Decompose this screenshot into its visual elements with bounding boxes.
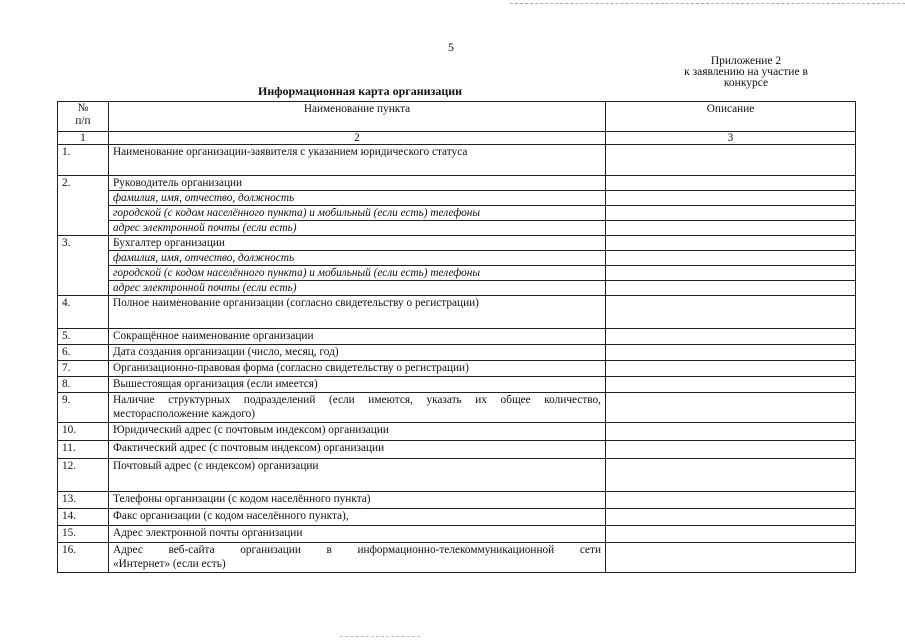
description-cell[interactable] bbox=[606, 492, 856, 509]
table-row bbox=[58, 377, 856, 393]
appendix-line-1: Приложение 2 bbox=[710, 55, 782, 67]
row-subitem: адрес электронной почты (если есть) bbox=[109, 221, 606, 236]
description-cell[interactable] bbox=[606, 423, 856, 441]
row-item-name: Факс организации (с кодом населённого пункта), bbox=[109, 509, 606, 526]
row-item-name: Полное наименование организации (согласно свидетельству о регистрации) bbox=[109, 296, 606, 329]
row-number: 11. bbox=[58, 441, 109, 459]
description-cell[interactable] bbox=[606, 509, 856, 526]
row-item-name: Вышестоящая организация (если имеется) bbox=[109, 377, 606, 393]
description-cell[interactable] bbox=[606, 361, 856, 377]
row-number: 6. bbox=[58, 345, 109, 361]
row-number: 14. bbox=[58, 509, 109, 526]
row-number: 7. bbox=[58, 361, 109, 377]
table-row bbox=[58, 296, 856, 329]
page-number: 5 bbox=[448, 40, 454, 54]
table-row bbox=[58, 236, 856, 251]
description-cell[interactable] bbox=[606, 377, 856, 393]
row-item-name-line-1: Наличие структурных подразделений (если имеются, указать их общее количество, bbox=[113, 394, 601, 406]
header-number bbox=[58, 102, 109, 132]
row-item-name: Телефоны организации (с кодом населённого пункта) bbox=[109, 492, 606, 509]
row-item-name: Почтовый адрес (с индексом) организации bbox=[109, 459, 606, 492]
column-number-3: 3 bbox=[606, 132, 856, 145]
row-item-name: Юридический адрес (с почтовым индексом) организации bbox=[109, 423, 606, 441]
header-description: Описание bbox=[606, 102, 856, 132]
header-number-symbol: № bbox=[77, 102, 89, 114]
column-number-2: 2 bbox=[109, 132, 606, 145]
row-item-name: Бухгалтер организации bbox=[109, 236, 606, 251]
table-row bbox=[58, 423, 856, 441]
description-cell[interactable] bbox=[606, 543, 856, 573]
row-item-name: Сокращённое наименование организации bbox=[109, 329, 606, 345]
table-row bbox=[58, 509, 856, 526]
top-scan-line bbox=[510, 3, 905, 4]
row-item-name bbox=[109, 543, 606, 573]
row-number: 8. bbox=[58, 377, 109, 393]
description-cell[interactable] bbox=[606, 329, 856, 345]
table-row bbox=[58, 543, 856, 573]
table-row bbox=[58, 176, 856, 191]
description-cell[interactable] bbox=[606, 296, 856, 329]
table-row bbox=[58, 345, 856, 361]
table-subrow bbox=[58, 221, 856, 236]
description-cell[interactable] bbox=[606, 236, 856, 251]
table-row bbox=[58, 145, 856, 176]
row-item-name: Дата создания организации (число, месяц, год) bbox=[109, 345, 606, 361]
info-card-table bbox=[57, 101, 856, 573]
row-item-name: Организационно-правовая форма (согласно свидетельству о регистрации) bbox=[109, 361, 606, 377]
description-cell[interactable] bbox=[606, 221, 856, 236]
table-row bbox=[58, 329, 856, 345]
bottom-scan-line bbox=[340, 636, 420, 637]
appendix-note bbox=[672, 56, 820, 89]
row-item-name-line-2: месторасположение каждого) bbox=[113, 408, 256, 420]
description-cell[interactable] bbox=[606, 441, 856, 459]
document-title: Информационная карта организации bbox=[258, 84, 463, 98]
description-cell[interactable] bbox=[606, 191, 856, 206]
description-cell[interactable] bbox=[606, 281, 856, 296]
row-item-name: Наименование организации-заявителя с указанием юридического статуса bbox=[109, 145, 606, 176]
row-number: 9. bbox=[58, 393, 109, 423]
appendix-line-3: конкурсе bbox=[723, 77, 769, 89]
description-cell[interactable] bbox=[606, 459, 856, 492]
row-subitem: фамилия, имя, отчество, должность bbox=[109, 191, 606, 206]
description-cell[interactable] bbox=[606, 393, 856, 423]
row-subitem: городской (с кодом населённого пункта) и мобильный (если есть) телефоны bbox=[109, 266, 606, 281]
header-item-name: Наименование пункта bbox=[109, 102, 606, 132]
table-subrow bbox=[58, 251, 856, 266]
row-item-name: Фактический адрес (с почтовым индексом) организации bbox=[109, 441, 606, 459]
row-number: 1. bbox=[58, 145, 109, 176]
description-cell[interactable] bbox=[606, 266, 856, 281]
table-header-row bbox=[58, 102, 856, 132]
row-number: 3. bbox=[58, 236, 109, 296]
row-subitem: городской (с кодом населённого пункта) и мобильный (если есть) телефоны bbox=[109, 206, 606, 221]
description-cell[interactable] bbox=[606, 145, 856, 176]
row-item-name-line-2: «Интернет» (если есть) bbox=[113, 558, 226, 570]
description-cell[interactable] bbox=[606, 206, 856, 221]
row-item-name: Руководитель организации bbox=[109, 176, 606, 191]
description-cell[interactable] bbox=[606, 176, 856, 191]
column-number-1: 1 bbox=[58, 132, 109, 145]
row-number: 12. bbox=[58, 459, 109, 492]
row-item-name-line-1: Адрес веб-сайта организации в информационно-телекоммуникационной сети bbox=[113, 544, 601, 556]
table-subrow bbox=[58, 281, 856, 296]
row-number: 4. bbox=[58, 296, 109, 329]
table-row bbox=[58, 526, 856, 543]
row-number: 10. bbox=[58, 423, 109, 441]
row-number: 13. bbox=[58, 492, 109, 509]
row-number: 2. bbox=[58, 176, 109, 236]
description-cell[interactable] bbox=[606, 251, 856, 266]
row-item-name bbox=[109, 393, 606, 423]
header-number-abbr: п/п bbox=[75, 115, 91, 127]
table-subrow bbox=[58, 266, 856, 281]
table-row bbox=[58, 459, 856, 492]
row-number: 16. bbox=[58, 543, 109, 573]
row-number: 15. bbox=[58, 526, 109, 543]
row-item-name: Адрес электронной почты организации bbox=[109, 526, 606, 543]
table-row bbox=[58, 393, 856, 423]
description-cell[interactable] bbox=[606, 345, 856, 361]
row-subitem: фамилия, имя, отчество, должность bbox=[109, 251, 606, 266]
appendix-line-2: к заявлению на участие в bbox=[684, 66, 808, 78]
table-row bbox=[58, 361, 856, 377]
description-cell[interactable] bbox=[606, 526, 856, 543]
table-row bbox=[58, 441, 856, 459]
column-number-row bbox=[58, 132, 856, 145]
table-subrow bbox=[58, 206, 856, 221]
row-number: 5. bbox=[58, 329, 109, 345]
table-subrow bbox=[58, 191, 856, 206]
row-subitem: адрес электронной почты (если есть) bbox=[109, 281, 606, 296]
table-row bbox=[58, 492, 856, 509]
